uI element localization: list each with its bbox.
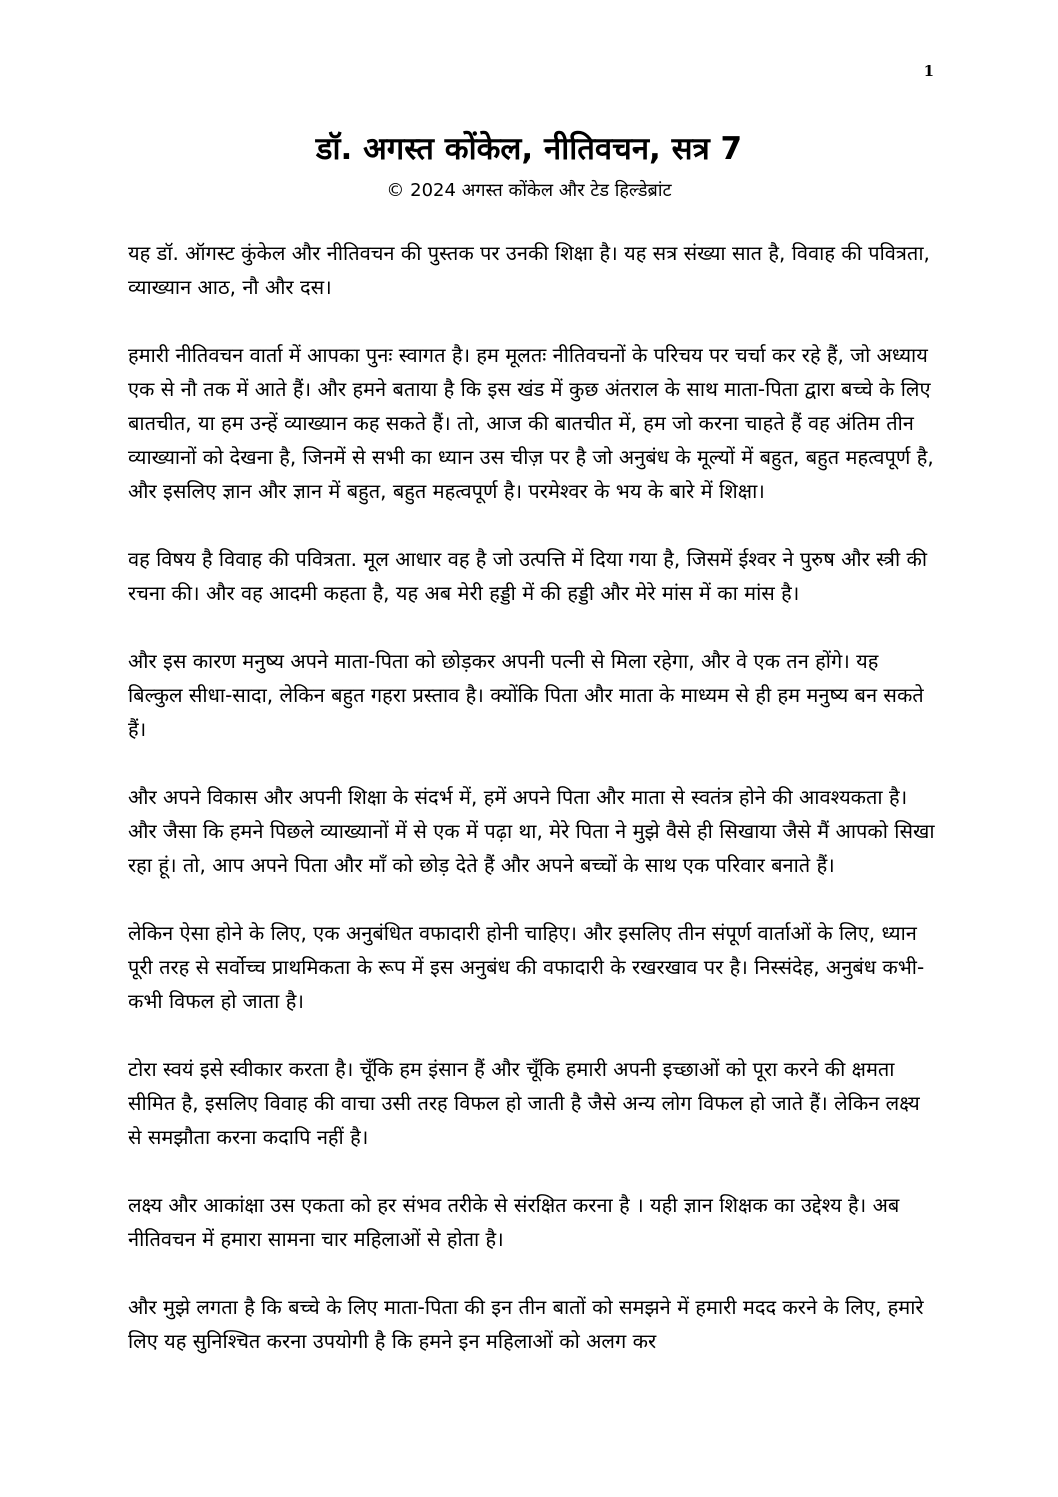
body-text xyxy=(128,236,936,1392)
paragraph: लक्ष्य और आकांक्षा उस एकता को हर संभव तरीके से संरक्षित करना है । यही ज्ञान शिक्षक का उद्देश्य है। अब नीतिवचन में हमारा सामना चार महिलाओं से होता है। xyxy=(128,1193,900,1251)
copyright-line: © 2024 अगस्त कोंकेल और टेड हिल्डेब्रांट xyxy=(386,180,672,201)
document-title: डॉ. अगस्त कोंकेल, नीतिवचन, सत्र 7 xyxy=(315,131,743,167)
paragraph: लेकिन ऐसा होने के लिए, एक अनुबंधित वफादारी होनी चाहिए। और इसलिए तीन संपूर्ण वार्ताओं के लिए, ध्यान पूरी तरह से सर्वोच्च प्राथमिकता के रूप में इस अनुबंध की वफादारी के रखरखाव पर है। निस्संदेह, अनुबंध कभी-कभी विफल हो जाता है। xyxy=(128,921,925,1013)
paragraph: टोरा स्वयं इसे स्वीकार करता है। चूँकि हम इंसान हैं और चूँकि हमारी अपनी इच्छाओं को पूरा करने की क्षमता सीमित है, इसलिए विवाह की वाचा उसी तरह विफल हो जाती है जैसे अन्य लोग विफल हो जाते हैं। लेकिन लक्ष्य से समझौता करना कदापि नहीं है। xyxy=(128,1057,920,1149)
paragraph: और मुझे लगता है कि बच्चे के लिए माता-पिता की इन तीन बातों को समझने में हमारी मदद करने के लिए, हमारे लिए यह सुनिश्चित करना उपयोगी है कि हमने इन महिलाओं को अलग कर xyxy=(128,1295,924,1353)
page-number: 1 xyxy=(923,62,934,80)
paragraph: हमारी नीतिवचन वार्ता में आपका पुनः स्वागत है। हम मूलतः नीतिवचनों के परिचय पर चर्चा कर रहे हैं, जो अध्याय एक से नौ तक में आते हैं। और हमने बताया है कि इस खंड में कुछ अंतराल के साथ माता-पिता द्वारा बच्चे के लिए बातचीत, या हम उन्हें व्याख्यान कह सकते हैं। तो, आज की बातचीत में, हम जो करना चाहते हैं वह अंतिम तीन व्याख्यानों को देखना है, जिनमें से सभी का ध्यान उस चीज़ पर है जो अनुबंध के मूल्यों में बहुत, बहुत महत्वपूर्ण है, और इसलिए ज्ञान और ज्ञान में बहुत, बहुत महत्वपूर्ण है। परमेश्वर के भय के बारे में शिक्षा। xyxy=(128,343,934,503)
paragraph: यह डॉ. ऑगस्ट कुंकेल और नीतिवचन की पुस्तक पर उनकी शिक्षा है। यह सत्र संख्या सात है, विवाह की पवित्रता, व्याख्यान आठ, नौ और दस। xyxy=(128,241,930,299)
paragraph: और इस कारण मनुष्य अपने माता-पिता को छोड़कर अपनी पत्नी से मिला रहेगा, और वे एक तन होंगे। यह बिल्कुल सीधा-सादा, लेकिन बहुत गहरा प्रस्ताव है। क्योंकि पिता और माता के माध्यम से ही हम मनुष्य बन सकते हैं। xyxy=(128,649,924,741)
paragraph: और अपने विकास और अपनी शिक्षा के संदर्भ में, हमें अपने पिता और माता से स्वतंत्र होने की आवश्यकता है। और जैसा कि हमने पिछले व्याख्यानों में से एक में पढ़ा था, मेरे पिता ने मुझे वैसे ही सिखाया जैसे मैं आपको सिखा रहा हूं। तो, आप अपने पिता और माँ को छोड़ देते हैं और अपने बच्चों के साथ एक परिवार बनाते हैं। xyxy=(128,785,935,877)
paragraph: वह विषय है विवाह की पवित्रता. मूल आधार वह है जो उत्पत्ति में दिया गया है, जिसमें ईश्वर ने पुरुष और स्त्री की रचना की। और वह आदमी कहता है, यह अब मेरी हड्डी में की हड्डी और मेरे मांस में का मांस है। xyxy=(128,547,928,605)
